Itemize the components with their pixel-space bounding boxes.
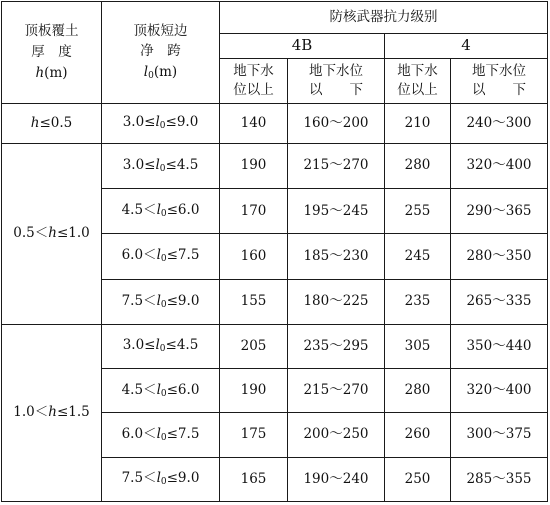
value-4b-above-water: 205: [220, 325, 288, 369]
value-4b-below-water: 195～245: [288, 189, 385, 234]
value-4-above-water: 280: [385, 369, 451, 413]
value-4-below-water: 265～335: [451, 279, 548, 324]
short-span-range: $3.0\le l_0\le 4.5$: [102, 143, 220, 188]
value-4-below-water: 285～355: [451, 457, 548, 501]
value-4-below-water: 280～350: [451, 234, 548, 279]
value-4-above-water: 255: [385, 189, 451, 234]
value-4b-above-water: 140: [220, 103, 288, 143]
protection-thickness-table: [1, 1, 548, 502]
value-4-below-water: 320～400: [451, 143, 548, 188]
short-span-range: $4.5<l_0\le 6.0$: [102, 369, 220, 413]
short-span-range: $6.0<l_0\le 7.5$: [102, 413, 220, 457]
soil-thickness-range: 1.0＜h≤1.5: [2, 325, 102, 502]
value-4-below-water: 320～400: [451, 369, 548, 413]
value-4b-above-water: 160: [220, 234, 288, 279]
value-4b-below-water: 160～200: [288, 103, 385, 143]
short-span-range: $7.5<l_0\le 9.0$: [102, 279, 220, 324]
table-row: [2, 103, 548, 143]
value-4-above-water: 250: [385, 457, 451, 501]
value-4-above-water: 245: [385, 234, 451, 279]
header-soil-thickness-unit: h(m): [35, 64, 68, 81]
value-4b-above-water: 165: [220, 457, 288, 501]
value-4-above-water: 210: [385, 103, 451, 143]
header-soil-thickness: [2, 2, 102, 104]
short-span-range: $3.0\le l_0\le 9.0$: [102, 103, 220, 143]
value-4b-above-water: 175: [220, 413, 288, 457]
value-4-below-water: 290～365: [451, 189, 548, 234]
value-4b-below-water: 215～270: [288, 143, 385, 188]
header-short-span-line1: 顶板短边: [133, 22, 188, 39]
header-4b-above-water: 地下水 位以上: [220, 58, 288, 103]
value-4b-above-water: 190: [220, 143, 288, 188]
value-4-below-water: 240～300: [451, 103, 548, 143]
value-4-below-water: 350～440: [451, 325, 548, 369]
header-short-span-line2: 净 跨: [140, 43, 181, 60]
short-span-range: $3.0\le l_0\le 4.5$: [102, 325, 220, 369]
table-container: [1, 1, 548, 502]
value-4b-above-water: 170: [220, 189, 288, 234]
value-4-above-water: 280: [385, 143, 451, 188]
value-4-above-water: 260: [385, 413, 451, 457]
header-soil-thickness-line2: 厚 度: [31, 43, 72, 60]
header-4b-below-water: 地下水位 以 下: [288, 58, 385, 103]
header-4-below-water: 地下水位 以 下: [451, 58, 548, 103]
value-4b-above-water: 190: [220, 369, 288, 413]
header-short-span: [102, 2, 220, 104]
value-4b-below-water: 200～250: [288, 413, 385, 457]
value-4b-below-water: 180～225: [288, 279, 385, 324]
header-level-4: 4: [385, 33, 548, 58]
value-4b-below-water: 215～270: [288, 369, 385, 413]
header-row-1: [2, 2, 548, 34]
value-4b-above-water: 155: [220, 279, 288, 324]
table-row: [2, 325, 548, 369]
short-span-range: $6.0<l_0\le 7.5$: [102, 234, 220, 279]
header-level-4b: 4B: [220, 33, 385, 58]
header-soil-thickness-line1: 顶板覆土: [24, 23, 79, 40]
header-4-above-water: 地下水 位以上: [385, 58, 451, 103]
table-row: [2, 143, 548, 188]
value-4-below-water: 300～375: [451, 413, 548, 457]
soil-thickness-range: 0.5＜h≤1.0: [2, 143, 102, 324]
value-4b-below-water: 190～240: [288, 457, 385, 501]
header-resistance-level: 防核武器抗力级别: [220, 2, 548, 34]
value-4b-below-water: 185～230: [288, 234, 385, 279]
short-span-range: $7.5<l_0\le 9.0$: [102, 457, 220, 501]
value-4b-below-water: 235～295: [288, 325, 385, 369]
soil-thickness-range: h≤0.5: [2, 103, 102, 143]
value-4-above-water: 305: [385, 325, 451, 369]
value-4-above-water: 235: [385, 279, 451, 324]
short-span-range: $4.5<l_0\le 6.0$: [102, 189, 220, 234]
header-short-span-unit: $l_0(m)$: [143, 64, 178, 82]
